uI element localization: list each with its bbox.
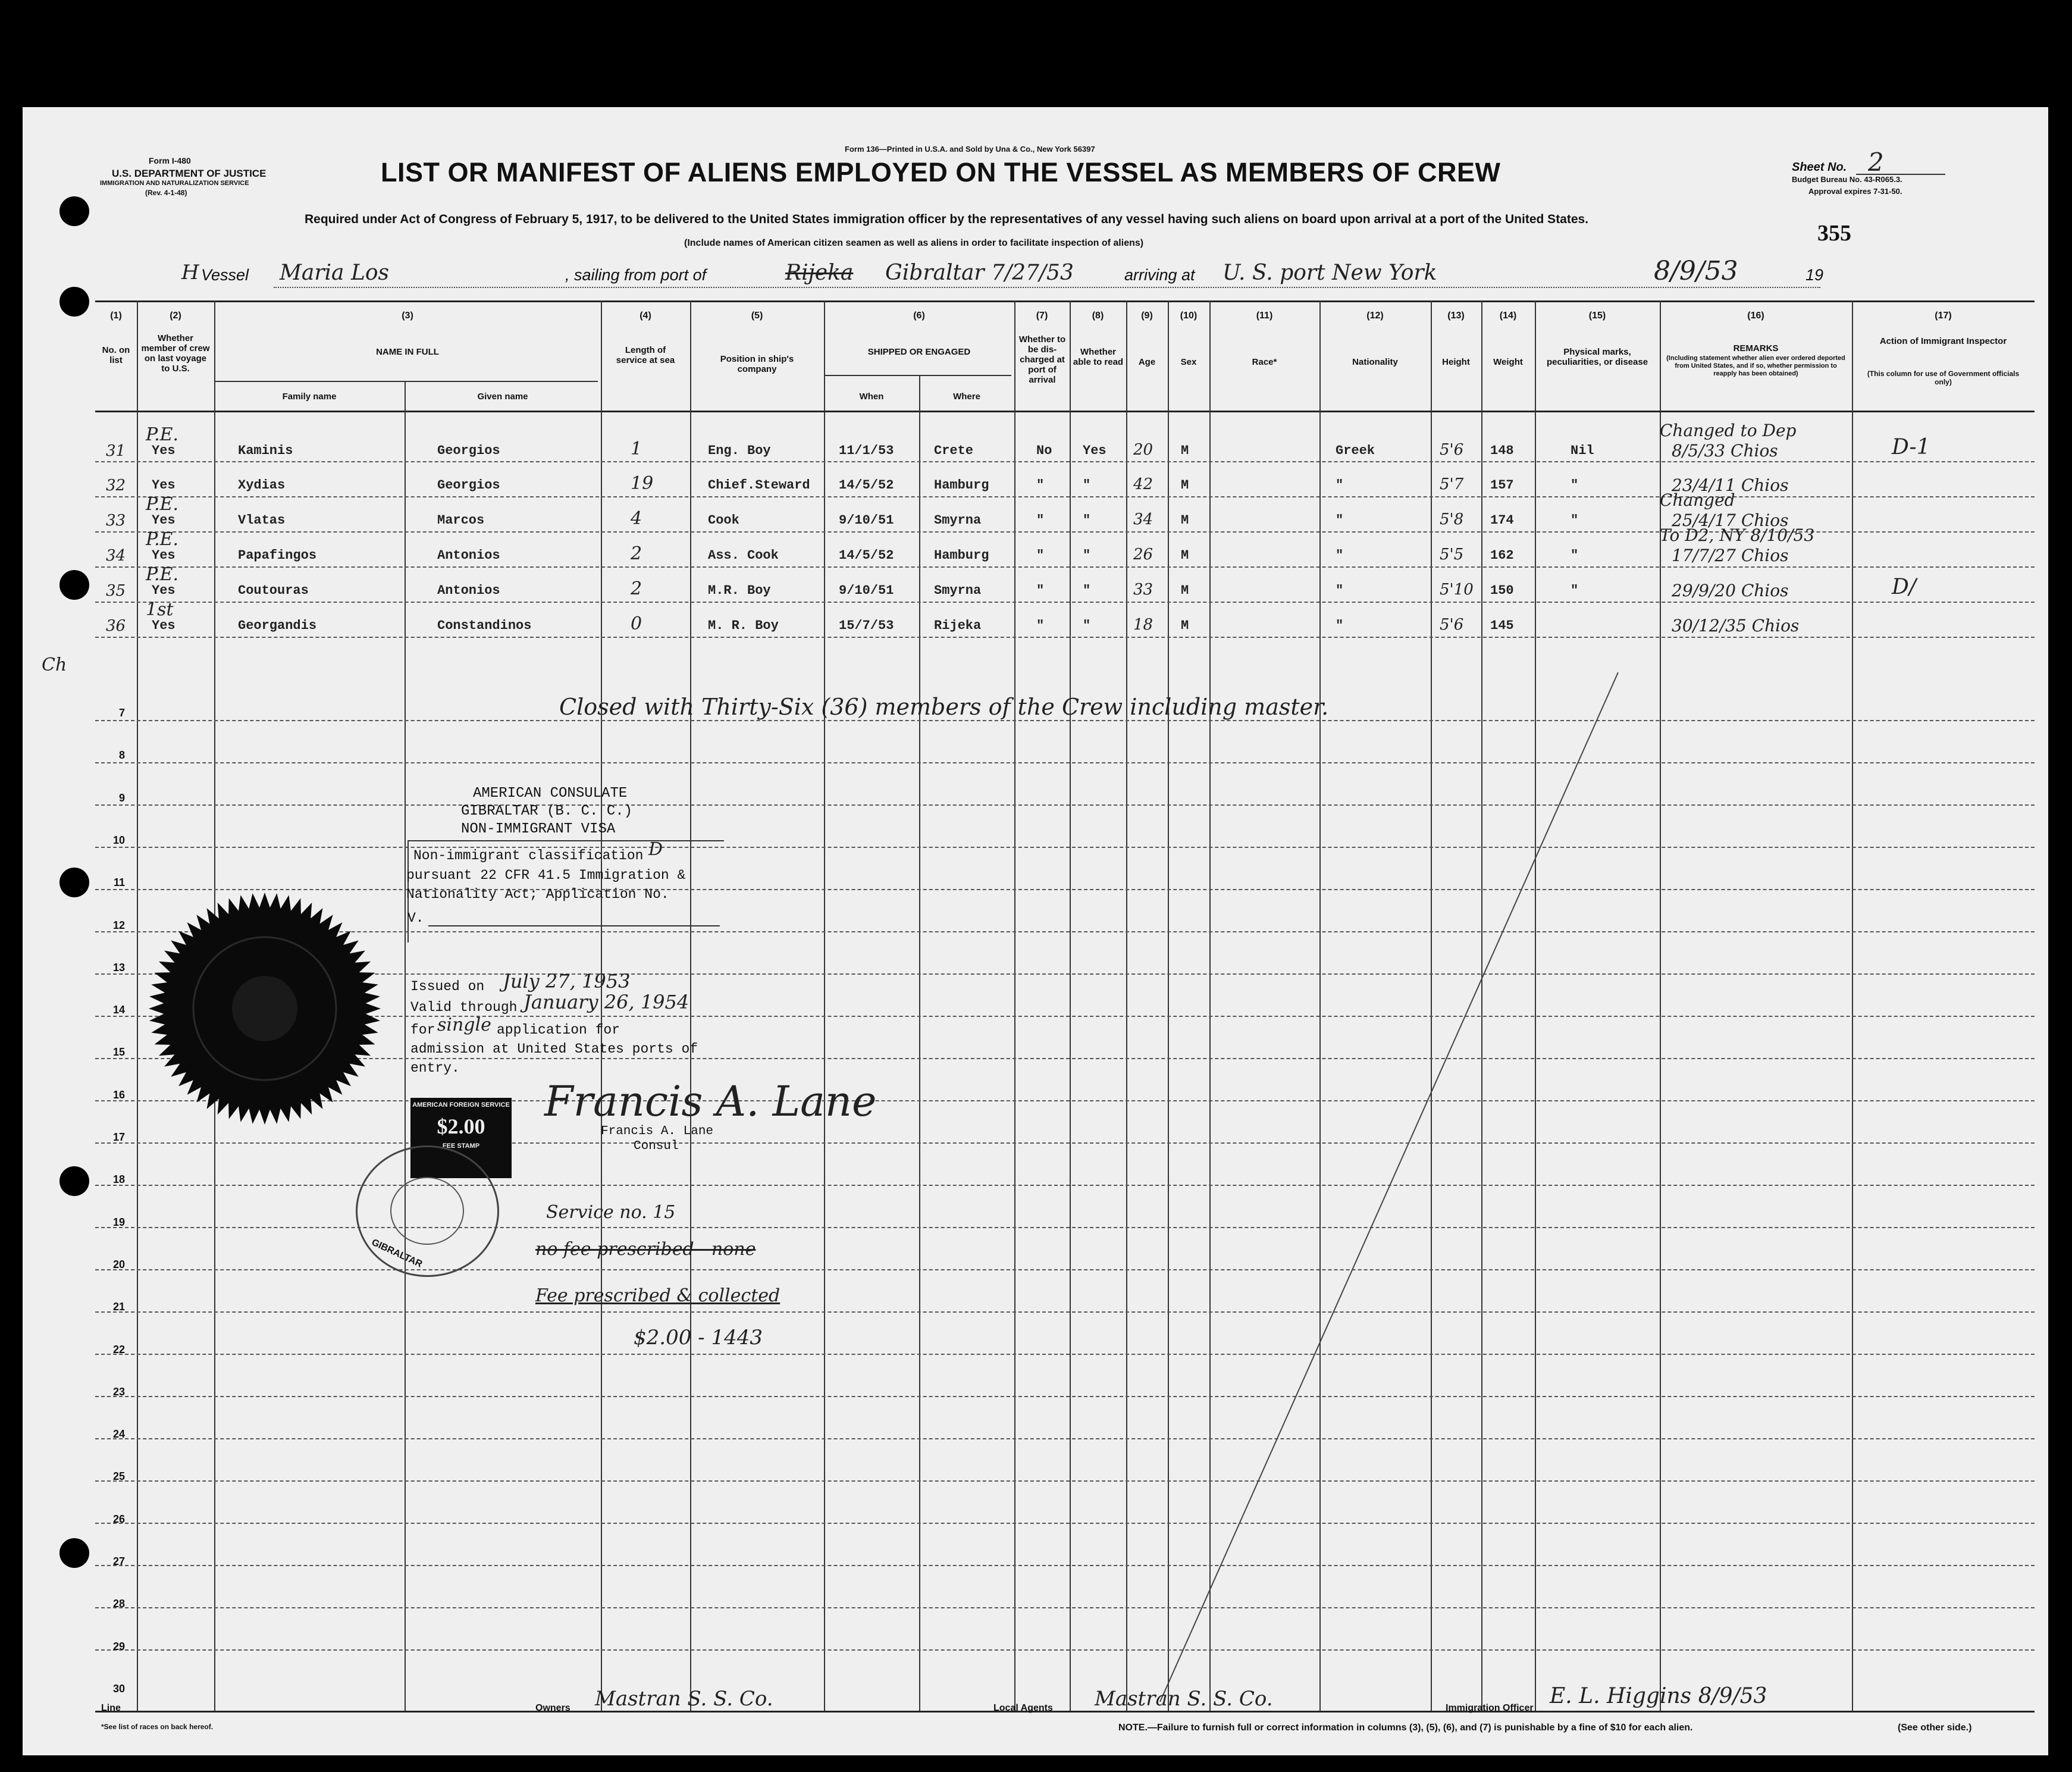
col-number: (5) xyxy=(751,311,763,321)
crew-prior: Yes xyxy=(152,478,175,493)
crew-nationality: " xyxy=(1336,548,1344,563)
crew-read: " xyxy=(1083,513,1091,528)
line-number: 29 xyxy=(112,1640,125,1652)
crew-position: Eng. Boy xyxy=(708,443,771,458)
crew-when: 14/5/52 xyxy=(839,478,894,493)
crew-nationality: " xyxy=(1336,478,1344,493)
crew-read: " xyxy=(1083,548,1091,563)
col-number: (10) xyxy=(1180,311,1198,321)
crew-family: Georgandis xyxy=(238,618,317,633)
crew-read: " xyxy=(1083,618,1091,633)
col-header-race: Race* xyxy=(1252,357,1277,367)
crew-given: Constandinos xyxy=(437,618,532,633)
crew-prior: Yes xyxy=(152,618,175,633)
v-underline xyxy=(428,925,720,926)
crew-remarks: 23/4/11 Chios xyxy=(1672,475,1789,495)
footer-note: NOTE.—Failure to furnish full or correct information in columns (3), (5), (6), and (7) is punishable by a fine of $10 for each alien. xyxy=(1118,1723,1693,1733)
inspector-note: (This column for use of Government officials only) xyxy=(1867,370,2020,386)
col-number: (9) xyxy=(1141,311,1153,321)
nationality-act-line: Nationality Act; Application No. xyxy=(406,887,669,902)
crew-remarks: 25/4/17 Chios xyxy=(1672,511,1789,530)
embossed-seal xyxy=(146,890,384,1128)
col-header-inspector: Action of Immigrant Inspector xyxy=(1879,336,2007,346)
signer-title: Consul xyxy=(634,1139,679,1153)
col-number: (4) xyxy=(640,311,651,321)
crew-position: Cook xyxy=(708,513,739,528)
arriving-label: arriving at xyxy=(1124,266,1195,284)
service-name: IMMIGRATION AND NATURALIZATION SERVICE xyxy=(100,180,249,187)
round-stamp-inner xyxy=(390,1177,464,1245)
consulate-location: GIBRALTAR (B. C. C.) xyxy=(461,803,633,819)
col-number: (14) xyxy=(1499,311,1517,321)
crew-family: Xydias xyxy=(238,478,286,493)
crew-given: Marcos xyxy=(437,513,485,528)
col-header-weight: Weight xyxy=(1493,357,1523,367)
line-number: 26 xyxy=(112,1513,125,1525)
crew-height: 5'6 xyxy=(1440,616,1464,634)
col-header-prior-voyage: Whether member of crew on last voyage to U.S. xyxy=(141,333,210,374)
crew-weight: 162 xyxy=(1490,548,1514,563)
crew-service: 4 xyxy=(631,508,642,529)
crew-height: 5'8 xyxy=(1440,511,1464,528)
service-number: Service no. 15 xyxy=(546,1202,676,1223)
fee-stamp-value: $2.00 xyxy=(437,1114,485,1138)
line-number: 13 xyxy=(112,961,125,973)
line-number: 23 xyxy=(112,1385,125,1398)
crew-sex: M xyxy=(1181,583,1189,598)
footer-agents-label: Local Agents xyxy=(993,1703,1053,1713)
crew-where: Smyrna xyxy=(934,513,982,528)
fee-stamp-label: FEE STAMP xyxy=(442,1142,480,1150)
crew-sex: M xyxy=(1181,513,1189,528)
crew-marks: " xyxy=(1571,548,1579,563)
service-amount: $2.00 - 1443 xyxy=(634,1326,763,1350)
col-header-physical-marks: Physical marks, peculiarities, or disease xyxy=(1546,347,1648,367)
crew-family: Coutouras xyxy=(238,583,309,598)
crew-age: 18 xyxy=(1133,616,1153,634)
subheader-family-name: Family name xyxy=(282,392,337,402)
arrival-date: 8/9/53 xyxy=(1654,256,1738,286)
crew-weight: 174 xyxy=(1490,513,1514,528)
crew-age: 20 xyxy=(1133,441,1153,459)
subtitle: Required under Act of Congress of February 5, 1917, to be delivered to the United States immigration officer by the representatives of any vessel having such aliens on board upon arrival at a port of the United States. xyxy=(305,212,1589,226)
vessel-prefix: H xyxy=(181,261,199,284)
crew-sex: M xyxy=(1181,618,1189,633)
crew-given: Georgios xyxy=(437,443,500,458)
signer-name: Francis A. Lane xyxy=(601,1125,714,1138)
col-number: (12) xyxy=(1366,311,1384,321)
crew-prior: Yes xyxy=(152,513,175,528)
service-struck: no fee prescribed - none xyxy=(535,1239,756,1260)
line-number: 11 xyxy=(113,876,125,889)
col-header-number: No. on list xyxy=(102,345,130,365)
crew-given: Antonios xyxy=(437,548,500,563)
crew-discharged: " xyxy=(1036,548,1045,563)
crew-marks: " xyxy=(1571,513,1579,528)
line-number: 8 xyxy=(118,749,125,762)
col-number: (11) xyxy=(1256,311,1273,321)
crew-status: 1st xyxy=(146,599,174,620)
crew-weight: 150 xyxy=(1490,583,1514,598)
line-number: 14 xyxy=(112,1004,125,1016)
revision: (Rev. 4-1-48) xyxy=(145,189,187,197)
crew-action: D/ xyxy=(1892,575,1916,599)
consulate-round-stamp xyxy=(356,1145,499,1277)
admission-line: admission at United States ports of xyxy=(410,1041,698,1057)
subheader-given-name: Given name xyxy=(477,392,528,402)
year-label: 19 xyxy=(1805,266,1824,284)
line-number: 28 xyxy=(112,1598,125,1610)
department: U.S. DEPARTMENT OF JUSTICE xyxy=(112,168,267,179)
instruction: (Include names of American citizen seamen as well as aliens in order to facilitate inspection of aliens) xyxy=(684,238,1144,248)
crew-where: Hamburg xyxy=(934,478,989,493)
col-number: (6) xyxy=(913,311,925,321)
v-label: V. xyxy=(407,910,424,926)
crew-read: " xyxy=(1083,583,1091,598)
valid-date: January 26, 1954 xyxy=(524,991,689,1013)
vessel-name: Maria Los xyxy=(280,261,390,285)
crew-age: 42 xyxy=(1133,475,1153,493)
col-number: (16) xyxy=(1747,311,1764,321)
footer-owners-label: Owners xyxy=(535,1703,570,1713)
col-header-read: Whether able to read xyxy=(1073,347,1124,367)
crew-remarks: 29/9/20 Chios xyxy=(1672,581,1789,600)
crew-position: Chief.Steward xyxy=(708,478,810,493)
line-number: 16 xyxy=(112,1088,125,1101)
vessel-label: Vessel xyxy=(201,266,249,284)
crew-nationality: Greek xyxy=(1336,443,1375,458)
crew-service: 1 xyxy=(631,439,642,459)
crew-nationality: " xyxy=(1336,583,1344,598)
crew-sex: M xyxy=(1181,548,1189,563)
col-header-discharged: Whether to be dis-charged at port of arrival xyxy=(1018,334,1066,385)
crew-status: P.E. xyxy=(146,564,179,585)
crew-weight: 157 xyxy=(1490,478,1514,493)
crew-service: 2 xyxy=(631,543,642,564)
col-number: (2) xyxy=(170,311,181,321)
crew-when: 14/5/52 xyxy=(839,548,894,563)
crew-where: Smyrna xyxy=(934,583,982,598)
crew-marks: Nil xyxy=(1571,443,1594,458)
row-line-number: 33 xyxy=(106,512,126,530)
crew-prior: Yes xyxy=(152,443,175,458)
col-header-name: NAME IN FULL xyxy=(376,347,439,357)
col-number: (7) xyxy=(1036,311,1048,321)
col-header-age: Age xyxy=(1138,357,1156,367)
issued-label: Issued on xyxy=(410,979,485,994)
crew-height: 5'7 xyxy=(1440,475,1464,493)
budget-bureau: Budget Bureau No. 43-R065.3. xyxy=(1792,175,1902,184)
line-number: 9 xyxy=(118,791,125,804)
crew-service: 2 xyxy=(631,578,642,599)
crew-given: Georgios xyxy=(437,478,500,493)
form-id: Form I-480 xyxy=(149,156,191,165)
visa-type: NON-IMMIGRANT VISA xyxy=(461,821,616,837)
col-number: (1) xyxy=(110,311,122,321)
line-number: 25 xyxy=(112,1470,125,1483)
line-number: 10 xyxy=(112,834,125,846)
col-number: (8) xyxy=(1092,311,1104,321)
crew-discharged: " xyxy=(1036,513,1045,528)
crew-discharged: " xyxy=(1036,618,1045,633)
crew-prior: Yes xyxy=(152,548,175,563)
fee-stamp-title: AMERICAN FOREIGN SERVICE xyxy=(412,1101,510,1109)
footer-line-label: Line xyxy=(101,1703,121,1713)
sailing-label: , sailing from port of xyxy=(565,266,707,284)
port-sailed: Gibraltar 7/27/53 xyxy=(885,261,1074,285)
crew-discharged: No xyxy=(1036,443,1052,458)
line-number: 20 xyxy=(112,1258,125,1270)
crew-when: 9/10/51 xyxy=(839,513,894,528)
printer-line: Form 136—Printed in U.S.A. and Sold by Una & Co., New York 56397 xyxy=(845,145,1095,154)
crew-remarks: 17/7/27 Chios xyxy=(1672,546,1789,565)
footer-see-other: (See other side.) xyxy=(1898,1723,1972,1733)
service-fee: Fee prescribed & collected xyxy=(535,1285,780,1306)
crew-age: 26 xyxy=(1133,546,1153,563)
col-header-service: Length of service at sea xyxy=(616,345,675,365)
footer-officer-label: Immigration Officer xyxy=(1446,1703,1534,1713)
remarks-note: (Including statement whether alien ever ordered deported from United States, and if so, whether permission to reapply has been obtained) xyxy=(1666,355,1845,377)
entry-line: entry. xyxy=(410,1060,460,1076)
footer-agents: Mastran S. S. Co. xyxy=(1095,1687,1273,1711)
crew-discharged: " xyxy=(1036,478,1045,493)
crew-discharged: " xyxy=(1036,583,1045,598)
col-number: (3) xyxy=(402,311,413,321)
crew-weight: 148 xyxy=(1490,443,1514,458)
crew-prior: Yes xyxy=(152,583,175,598)
crew-position: Ass. Cook xyxy=(708,548,779,563)
crew-height: 5'6 xyxy=(1440,441,1464,459)
crew-remarks-note: Changed xyxy=(1660,490,1735,510)
line-number: 27 xyxy=(112,1555,125,1567)
footer-officer: E. L. Higgins 8/9/53 xyxy=(1550,1684,1767,1708)
for-label: for xyxy=(410,1022,435,1038)
row-line-number: 35 xyxy=(106,582,126,600)
crew-service: 0 xyxy=(631,613,642,634)
col-header-sex: Sex xyxy=(1180,357,1197,367)
application-label: application for xyxy=(497,1022,620,1038)
crew-given: Antonios xyxy=(437,583,500,598)
valid-label: Valid through xyxy=(410,1000,518,1015)
crew-status: P.E. xyxy=(146,494,179,515)
crew-age: 33 xyxy=(1133,581,1153,599)
row-line-number: 36 xyxy=(106,617,126,635)
crew-when: 11/1/53 xyxy=(839,443,894,458)
line-number: 19 xyxy=(112,1216,125,1228)
page-title: LIST OR MANIFEST OF ALIENS EMPLOYED ON THE VESSEL AS MEMBERS OF CREW xyxy=(381,157,1501,187)
crew-position: M.R. Boy xyxy=(708,583,771,598)
crew-sex: M xyxy=(1181,478,1189,493)
col-number: (15) xyxy=(1588,311,1606,321)
crew-read: " xyxy=(1083,478,1091,493)
crew-height: 5'5 xyxy=(1440,546,1464,563)
classification-value: D xyxy=(648,839,663,860)
crew-where: Hamburg xyxy=(934,548,989,563)
crew-read: Yes xyxy=(1083,443,1106,458)
line-number: 24 xyxy=(112,1428,125,1441)
row-line-number: 34 xyxy=(106,547,126,565)
crew-nationality: " xyxy=(1336,618,1344,633)
crew-position: M. R. Boy xyxy=(708,618,779,633)
col-header-position: Position in ship's company xyxy=(720,354,794,374)
crew-remarks-note: To D2, NY 8/10/53 xyxy=(1660,525,1815,545)
col-number: (17) xyxy=(1935,311,1952,321)
line-number: 7 xyxy=(118,707,125,719)
crew-family: Kaminis xyxy=(238,443,293,458)
col-header-remarks: REMARKS xyxy=(1733,343,1779,353)
col-header-shipped: SHIPPED OR ENGAGED xyxy=(867,347,971,357)
crew-marks: " xyxy=(1571,478,1579,493)
col-number: (13) xyxy=(1447,311,1465,321)
row-line-number: 31 xyxy=(106,442,126,460)
footer-race-note: *See list of races on back hereof. xyxy=(101,1723,214,1731)
for-value: single xyxy=(437,1015,491,1035)
crew-weight: 145 xyxy=(1490,618,1514,633)
crew-where: Rijeka xyxy=(934,618,982,633)
crew-remarks-note: Changed to Dep xyxy=(1660,421,1797,440)
crew-when: 9/10/51 xyxy=(839,583,894,598)
crew-height: 5'10 xyxy=(1440,581,1474,599)
margin-note: Ch xyxy=(42,655,67,675)
crew-action: D-1 xyxy=(1892,435,1930,459)
line-number: 30 xyxy=(112,1682,125,1695)
crew-marks: " xyxy=(1571,583,1579,598)
classification-label: Non-immigrant classification xyxy=(413,848,644,863)
crew-status: P.E. xyxy=(146,529,179,550)
line-number: 17 xyxy=(112,1131,125,1143)
crew-sex: M xyxy=(1181,443,1189,458)
crew-when: 15/7/53 xyxy=(839,618,894,633)
crew-remarks: 30/12/35 Chios xyxy=(1672,616,1800,635)
stamp-number: 355 xyxy=(1817,221,1851,246)
issued-date: July 27, 1953 xyxy=(503,970,631,993)
line-number: 12 xyxy=(112,919,125,931)
line-number: 15 xyxy=(112,1046,125,1059)
crew-age: 34 xyxy=(1133,511,1153,528)
line-number: 21 xyxy=(112,1301,125,1313)
subheader-when: When xyxy=(859,392,884,402)
sheet-number: 2 xyxy=(1868,148,1884,177)
line-number: 18 xyxy=(112,1173,125,1186)
crew-family: Vlatas xyxy=(238,513,286,528)
footer-owners: Mastran S. S. Co. xyxy=(595,1687,773,1711)
consulate-title: AMERICAN CONSULATE xyxy=(473,785,628,802)
pursuant-line: pursuant 22 CFR 41.5 Immigration & xyxy=(406,868,686,883)
crew-nationality: " xyxy=(1336,513,1344,528)
crew-service: 19 xyxy=(631,473,654,494)
line-number: 22 xyxy=(112,1343,125,1355)
approval: Approval expires 7-31-50. xyxy=(1808,187,1902,196)
subheader-where: Where xyxy=(953,392,980,402)
col-header-nationality: Nationality xyxy=(1352,357,1398,367)
crew-status: P.E. xyxy=(146,424,179,445)
crew-family: Papafingos xyxy=(238,548,317,563)
consul-signature: Francis A. Lane xyxy=(544,1077,877,1126)
crew-remarks: 8/5/33 Chios xyxy=(1672,441,1778,461)
closing-note: Closed with Thirty-Six (36) members of the Crew including master. xyxy=(559,694,1329,720)
sheet-label: Sheet No. xyxy=(1792,161,1847,174)
crew-where: Crete xyxy=(934,443,974,458)
round-stamp-text: GIBRALTAR xyxy=(369,1237,424,1270)
arrival-port: U. S. port New York xyxy=(1222,261,1437,285)
col-header-height: Height xyxy=(1442,357,1470,367)
row-line-number: 32 xyxy=(106,477,126,494)
port-struck: Rijeka xyxy=(785,261,854,285)
